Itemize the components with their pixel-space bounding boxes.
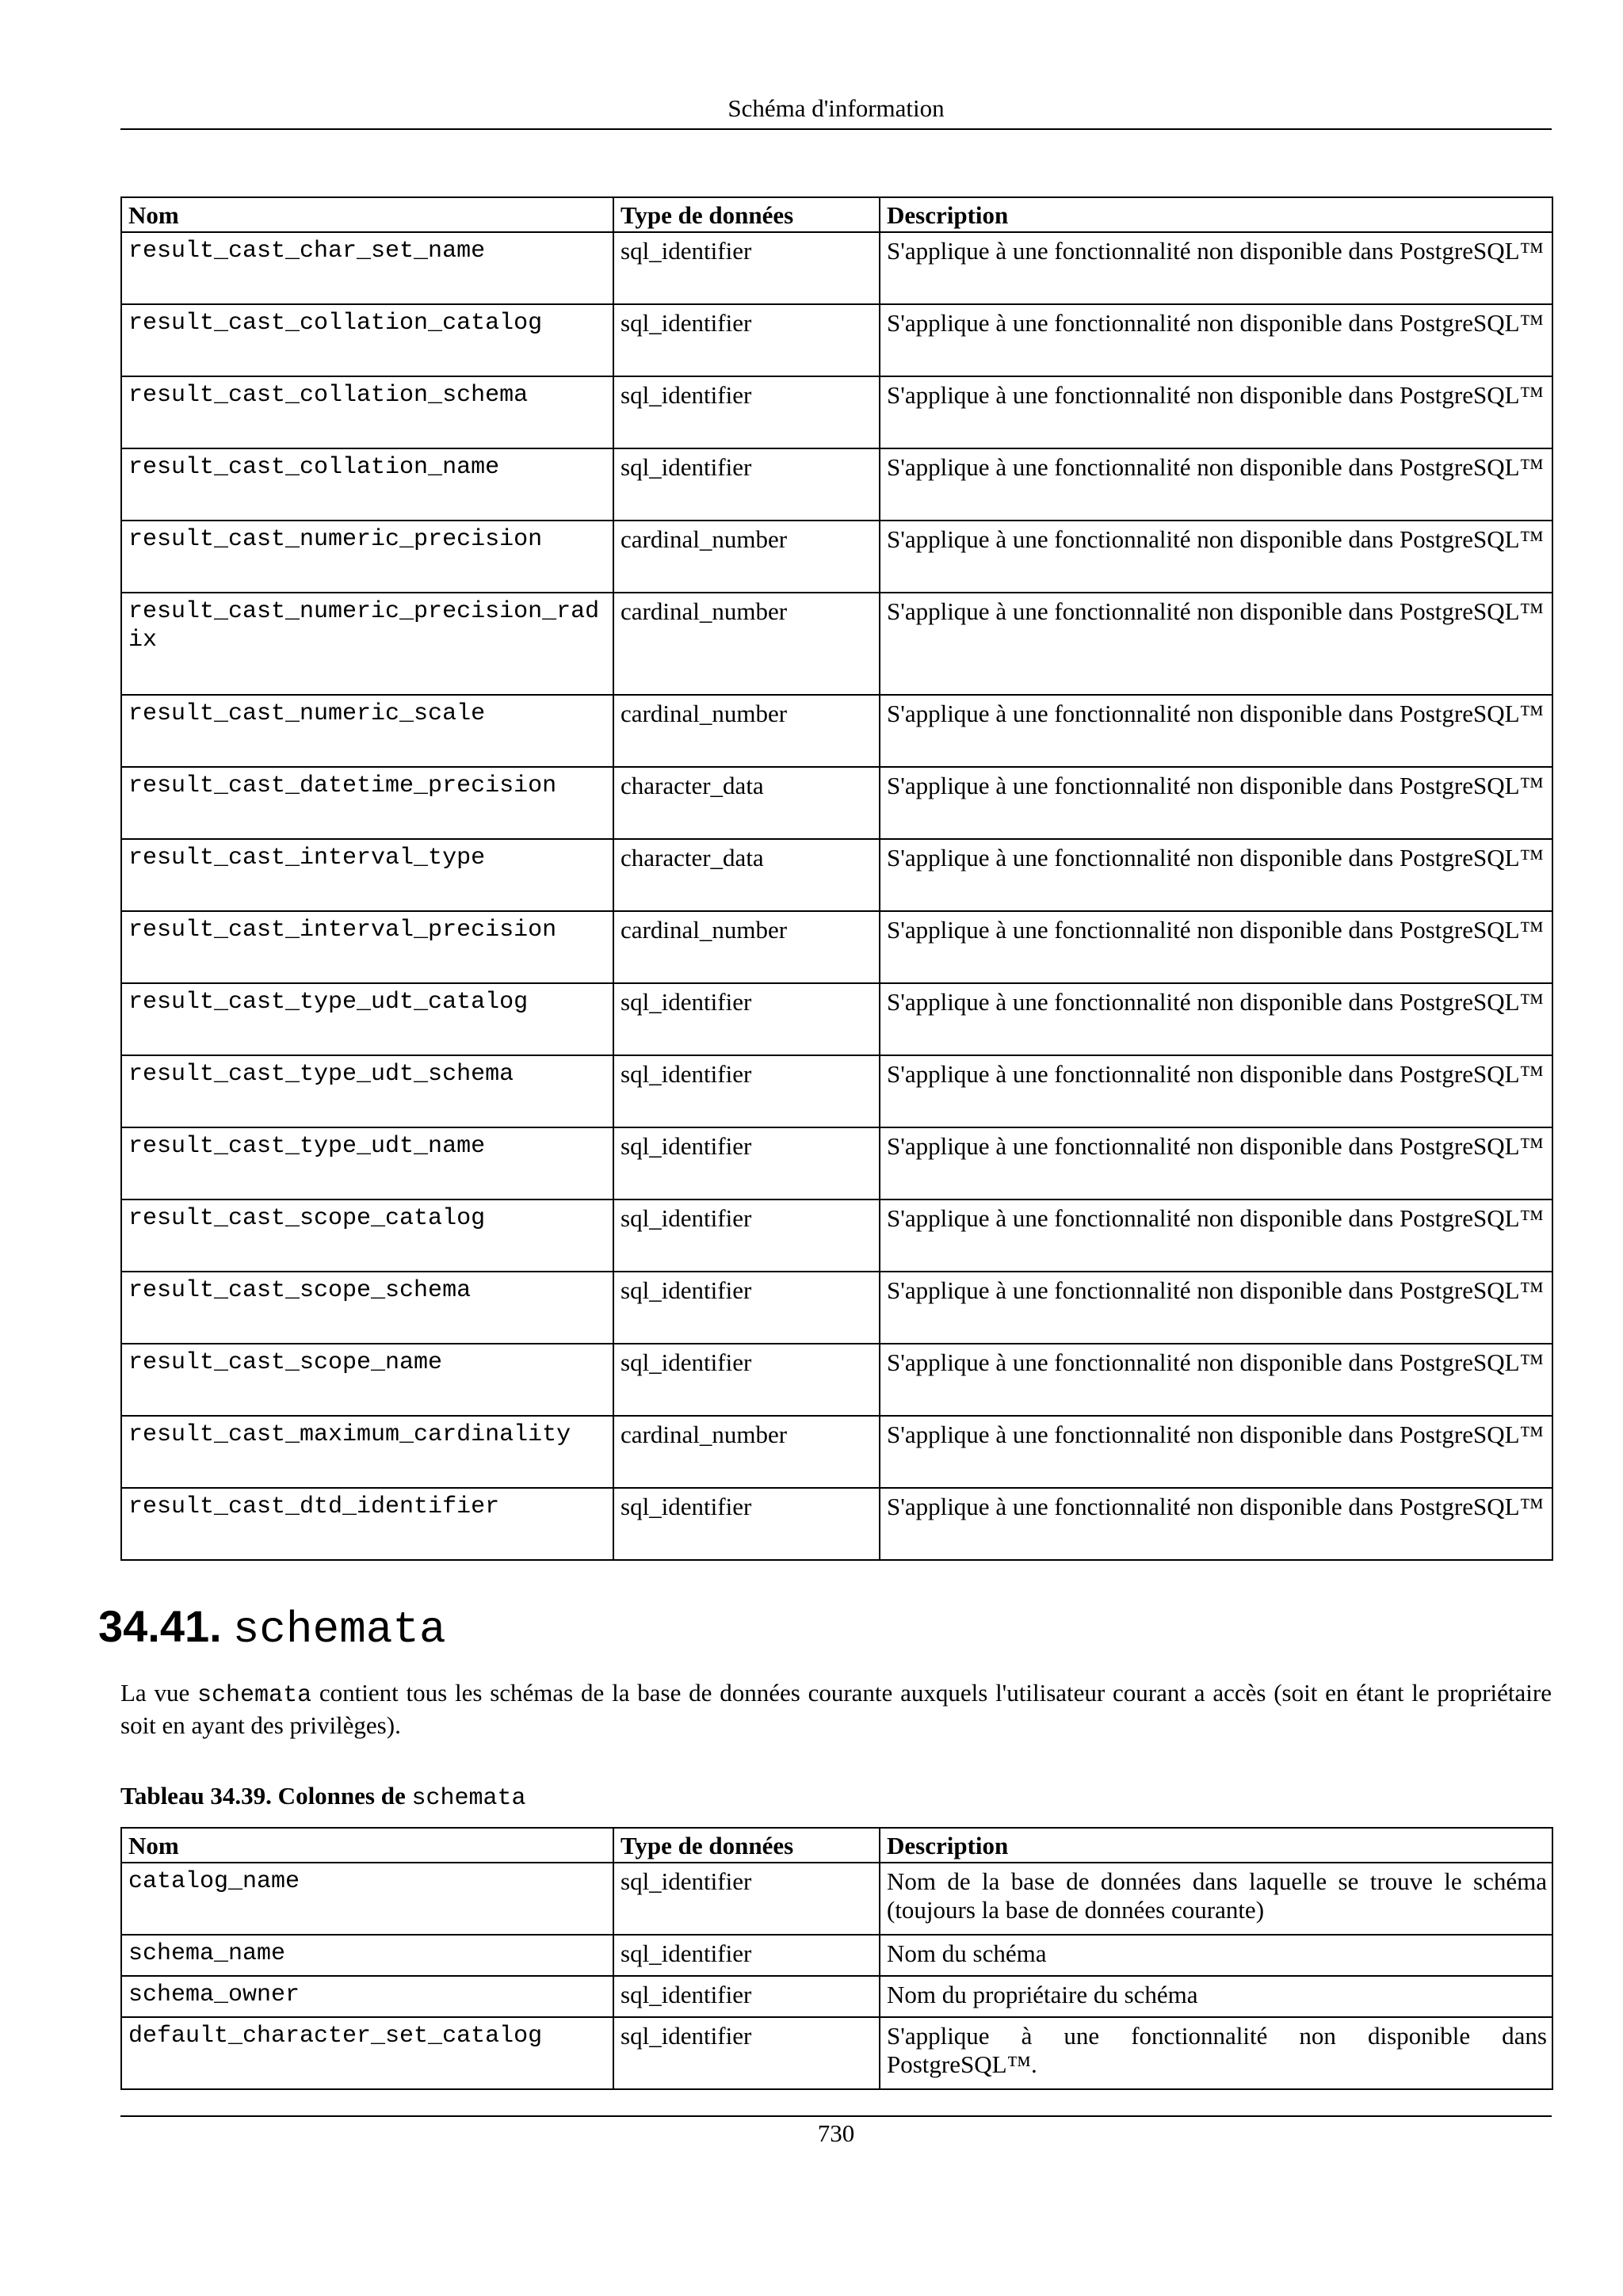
table-caption-label: Tableau 34.39. Colonnes de <box>120 1782 412 1810</box>
table-caption <box>120 1781 526 1814</box>
section-name: schemata <box>232 1604 446 1655</box>
description-cell: S'applique à une fonctionnalité non disponible dans PostgreSQL™ <box>880 232 1552 304</box>
table-caption-code: schemata <box>411 1785 526 1812</box>
table-row <box>121 767 1552 839</box>
footer-rule <box>120 2115 1552 2117</box>
data-type-cell: sql_identifier <box>613 1935 880 1976</box>
description-cell: S'applique à une fonctionnalité non disponible dans PostgreSQL™ <box>880 695 1552 767</box>
table-row <box>121 521 1552 593</box>
table-row <box>121 376 1552 448</box>
column-name-cell: result_cast_dtd_identifier <box>121 1488 613 1560</box>
intro-text-before: La vue <box>120 1679 198 1707</box>
table-header-row <box>121 197 1552 232</box>
column-header-type: Type de données <box>613 1828 880 1863</box>
column-name-cell: result_cast_collation_catalog <box>121 304 613 376</box>
description-cell: S'applique à une fonctionnalité non disponible dans PostgreSQL™ <box>880 1344 1552 1416</box>
column-header-description: Description <box>880 1828 1552 1863</box>
column-header-name: Nom <box>121 1828 613 1863</box>
description-cell: S'applique à une fonctionnalité non disponible dans PostgreSQL™ <box>880 1127 1552 1199</box>
table-row <box>121 695 1552 767</box>
data-type-cell: sql_identifier <box>613 448 880 521</box>
description-cell: S'applique à une fonctionnalité non disponible dans PostgreSQL™ <box>880 911 1552 983</box>
data-type-cell: cardinal_number <box>613 695 880 767</box>
column-name-cell: result_cast_numeric_scale <box>121 695 613 767</box>
description-cell: S'applique à une fonctionnalité non disponible dans PostgreSQL™ <box>880 983 1552 1055</box>
intro-code: schemata <box>197 1682 312 1709</box>
column-name-cell: default_character_set_catalog <box>121 2017 613 2089</box>
running-header: Schéma d'information <box>727 94 945 122</box>
section-heading <box>98 1600 446 1656</box>
description-cell: S'applique à une fonctionnalité non disponible dans PostgreSQL™ <box>880 1488 1552 1560</box>
header-rule <box>120 128 1552 130</box>
data-type-cell: character_data <box>613 767 880 839</box>
section-number: 34.41. <box>98 1601 222 1651</box>
column-name-cell: result_cast_type_udt_catalog <box>121 983 613 1055</box>
table-row <box>121 304 1552 376</box>
data-type-cell: cardinal_number <box>613 911 880 983</box>
table-row <box>121 448 1552 521</box>
column-name-cell: result_cast_interval_type <box>121 839 613 911</box>
column-name-cell: result_cast_type_udt_schema <box>121 1055 613 1127</box>
column-name-cell: result_cast_scope_catalog <box>121 1199 613 1272</box>
data-type-cell: cardinal_number <box>613 593 880 695</box>
column-name-cell: result_cast_char_set_name <box>121 232 613 304</box>
description-cell: Nom du propriétaire du schéma <box>880 1976 1552 2017</box>
column-name-cell: result_cast_type_udt_name <box>121 1127 613 1199</box>
data-type-cell: sql_identifier <box>613 983 880 1055</box>
description-cell: S'applique à une fonctionnalité non disponible dans PostgreSQL™ <box>880 839 1552 911</box>
table-row <box>121 2017 1552 2089</box>
column-header-type: Type de données <box>613 197 880 232</box>
data-type-cell: sql_identifier <box>613 1863 880 1935</box>
page-number: 730 <box>817 2119 855 2147</box>
table-row <box>121 1055 1552 1127</box>
intro-text-after: contient tous les schémas de la base de données courante auxquels l'utilisateur courant a accès (soit en étant le propriétaire soit en ayant des privilèges). <box>120 1679 1552 1739</box>
description-cell: S'applique à une fonctionnalité non disponible dans PostgreSQL™ <box>880 767 1552 839</box>
description-cell: S'applique à une fonctionnalité non disponible dans PostgreSQL™ <box>880 521 1552 593</box>
table-row <box>121 1488 1552 1560</box>
description-cell: S'applique à une fonctionnalité non disponible dans PostgreSQL™ <box>880 448 1552 521</box>
data-type-cell: sql_identifier <box>613 1127 880 1199</box>
table-header-row <box>121 1828 1552 1863</box>
column-name-cell: schema_name <box>121 1935 613 1976</box>
column-name-cell: result_cast_numeric_precision_radix <box>121 593 613 695</box>
description-cell: S'applique à une fonctionnalité non disponible dans PostgreSQL™ <box>880 1055 1552 1127</box>
column-name-cell: result_cast_scope_name <box>121 1344 613 1416</box>
description-cell: S'applique à une fonctionnalité non disponible dans PostgreSQL™ <box>880 1272 1552 1344</box>
column-header-name: Nom <box>121 197 613 232</box>
column-name-cell: result_cast_scope_schema <box>121 1272 613 1344</box>
description-cell: S'applique à une fonctionnalité non disponible dans PostgreSQL™ <box>880 593 1552 695</box>
column-name-cell: result_cast_maximum_cardinality <box>121 1416 613 1488</box>
data-type-cell: sql_identifier <box>613 376 880 448</box>
table-row <box>121 1416 1552 1488</box>
description-cell: S'applique à une fonctionnalité non disponible dans PostgreSQL™ <box>880 1199 1552 1272</box>
schemata-columns-table <box>120 1827 1553 2090</box>
data-type-cell: sql_identifier <box>613 304 880 376</box>
data-type-cell: character_data <box>613 839 880 911</box>
column-name-cell: result_cast_collation_schema <box>121 376 613 448</box>
description-cell: S'applique à une fonctionnalité non disponible dans PostgreSQL™ <box>880 304 1552 376</box>
column-name-cell: result_cast_numeric_precision <box>121 521 613 593</box>
data-type-cell: sql_identifier <box>613 1344 880 1416</box>
data-type-cell: cardinal_number <box>613 521 880 593</box>
data-type-cell: sql_identifier <box>613 1199 880 1272</box>
table-row <box>121 911 1552 983</box>
result-cast-columns-table <box>120 196 1553 1561</box>
description-cell: Nom du schéma <box>880 1935 1552 1976</box>
data-type-cell: sql_identifier <box>613 2017 880 2089</box>
table-row <box>121 1935 1552 1976</box>
table-row <box>121 232 1552 304</box>
data-type-cell: cardinal_number <box>613 1416 880 1488</box>
description-cell: Nom de la base de données dans laquelle se trouve le schéma (toujours la base de données courante) <box>880 1863 1552 1935</box>
description-cell: S'applique à une fonctionnalité non disponible dans PostgreSQL™ <box>880 376 1552 448</box>
description-cell: S'applique à une fonctionnalité non disponible dans PostgreSQL™. <box>880 2017 1552 2089</box>
table-row <box>121 1863 1552 1935</box>
data-type-cell: sql_identifier <box>613 232 880 304</box>
table-row <box>121 1127 1552 1199</box>
column-name-cell: catalog_name <box>121 1863 613 1935</box>
section-intro-paragraph <box>120 1678 1552 1741</box>
column-header-description: Description <box>880 197 1552 232</box>
column-name-cell: result_cast_datetime_precision <box>121 767 613 839</box>
column-name-cell: schema_owner <box>121 1976 613 2017</box>
column-name-cell: result_cast_interval_precision <box>121 911 613 983</box>
table-row <box>121 983 1552 1055</box>
table-row <box>121 593 1552 695</box>
data-type-cell: sql_identifier <box>613 1488 880 1560</box>
table-row <box>121 1272 1552 1344</box>
column-name-cell: result_cast_collation_name <box>121 448 613 521</box>
table-row <box>121 1344 1552 1416</box>
data-type-cell: sql_identifier <box>613 1055 880 1127</box>
table-row <box>121 839 1552 911</box>
data-type-cell: sql_identifier <box>613 1272 880 1344</box>
description-cell: S'applique à une fonctionnalité non disponible dans PostgreSQL™ <box>880 1416 1552 1488</box>
table-row <box>121 1976 1552 2017</box>
table-row <box>121 1199 1552 1272</box>
data-type-cell: sql_identifier <box>613 1976 880 2017</box>
